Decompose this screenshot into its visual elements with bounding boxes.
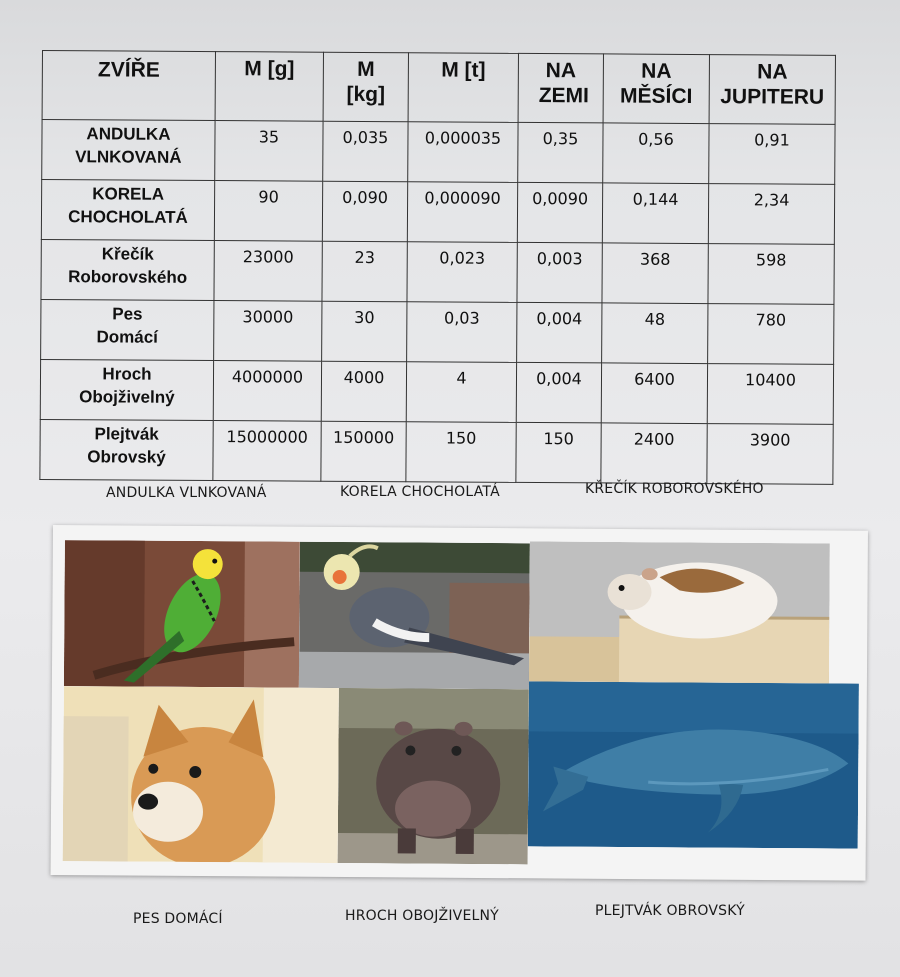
- animal-photo-panel: [51, 525, 868, 881]
- value-cell: 150000: [321, 421, 406, 482]
- value-cell: 0,090: [322, 181, 407, 242]
- value-cell: 0,000090: [407, 182, 517, 243]
- whale-photo: [528, 681, 859, 848]
- caption-whale: PLEJTVÁK OBROVSKÝ: [595, 903, 745, 919]
- header-on-moon: NA MĚSÍCI: [603, 54, 709, 124]
- value-cell: 2400: [601, 423, 707, 484]
- value-cell: 150: [406, 422, 516, 483]
- animal-weight-table: [39, 50, 836, 485]
- value-cell: 4: [406, 362, 516, 423]
- budgerigar-photo: [64, 540, 300, 688]
- value-cell: 0,03: [407, 302, 517, 363]
- value-cell: 780: [708, 304, 834, 365]
- table-row: [40, 419, 833, 484]
- value-cell: 0,56: [603, 123, 709, 184]
- value-cell: 23000: [214, 241, 322, 302]
- caption-hamster: KŘEČÍK ROBOROVSKÉHO: [585, 481, 764, 497]
- value-cell: 35: [215, 121, 323, 182]
- value-cell: 150: [516, 422, 601, 483]
- value-cell: 0,35: [518, 122, 603, 183]
- value-cell: 6400: [601, 363, 707, 424]
- value-cell: 4000: [321, 361, 406, 422]
- table-header-row: [42, 51, 835, 125]
- value-cell: 10400: [707, 364, 833, 425]
- caption-cockatiel: KORELA CHOCHOLATÁ: [340, 484, 500, 500]
- table-row: [40, 359, 833, 424]
- hippopotamus-photo: [338, 688, 529, 864]
- weight-table-container: [39, 50, 835, 485]
- caption-hippopotamus: HROCH OBOJŽIVELNÝ: [345, 908, 499, 924]
- header-on-earth: NA ZEMI: [518, 53, 603, 123]
- animal-name-cell: Hroch Obojživelný: [40, 359, 213, 420]
- value-cell: 4000000: [213, 361, 321, 422]
- value-cell: 30: [322, 301, 407, 362]
- table-row: [41, 299, 834, 364]
- hamster-photo: [529, 541, 830, 683]
- value-cell: 2,34: [708, 184, 834, 245]
- value-cell: 23: [322, 241, 407, 302]
- animal-name-cell: KORELA CHOCHOLATÁ: [41, 180, 214, 241]
- header-on-jupiter: NA JUPITERU: [709, 55, 835, 125]
- value-cell: 598: [708, 244, 834, 305]
- table-row: [41, 239, 834, 304]
- value-cell: 368: [602, 243, 708, 304]
- table-row: [41, 180, 834, 245]
- animal-name-cell: Plejtvák Obrovský: [40, 419, 213, 480]
- header-mass-kg: M [kg]: [323, 52, 408, 122]
- value-cell: 15000000: [213, 421, 321, 482]
- dog-photo: [63, 686, 339, 863]
- value-cell: 48: [602, 303, 708, 364]
- value-cell: 0,91: [709, 124, 835, 185]
- value-cell: 90: [214, 181, 322, 242]
- caption-dog: PES DOMÁCÍ: [133, 911, 223, 927]
- value-cell: 0,0090: [517, 182, 602, 243]
- caption-budgerigar: ANDULKA VLNKOVANÁ: [106, 485, 267, 501]
- animal-name-cell: ANDULKA VLNKOVANÁ: [42, 120, 215, 181]
- value-cell: 30000: [214, 301, 322, 362]
- value-cell: 0,144: [602, 183, 708, 244]
- animal-name-cell: Křečík Roborovského: [41, 239, 214, 300]
- header-animal: ZVÍŘE: [42, 51, 215, 121]
- header-mass-t: M [t]: [408, 53, 518, 123]
- value-cell: 3900: [707, 424, 833, 485]
- value-cell: 0,004: [516, 362, 601, 423]
- cockatiel-photo: [299, 542, 530, 690]
- header-mass-g: M [g]: [215, 52, 323, 122]
- animal-name-cell: Pes Domácí: [41, 299, 214, 360]
- table-row: [42, 120, 835, 185]
- value-cell: 0,000035: [408, 122, 518, 183]
- value-cell: 0,004: [517, 302, 602, 363]
- value-cell: 0,003: [517, 242, 602, 303]
- value-cell: 0,035: [323, 121, 408, 182]
- value-cell: 0,023: [407, 242, 517, 303]
